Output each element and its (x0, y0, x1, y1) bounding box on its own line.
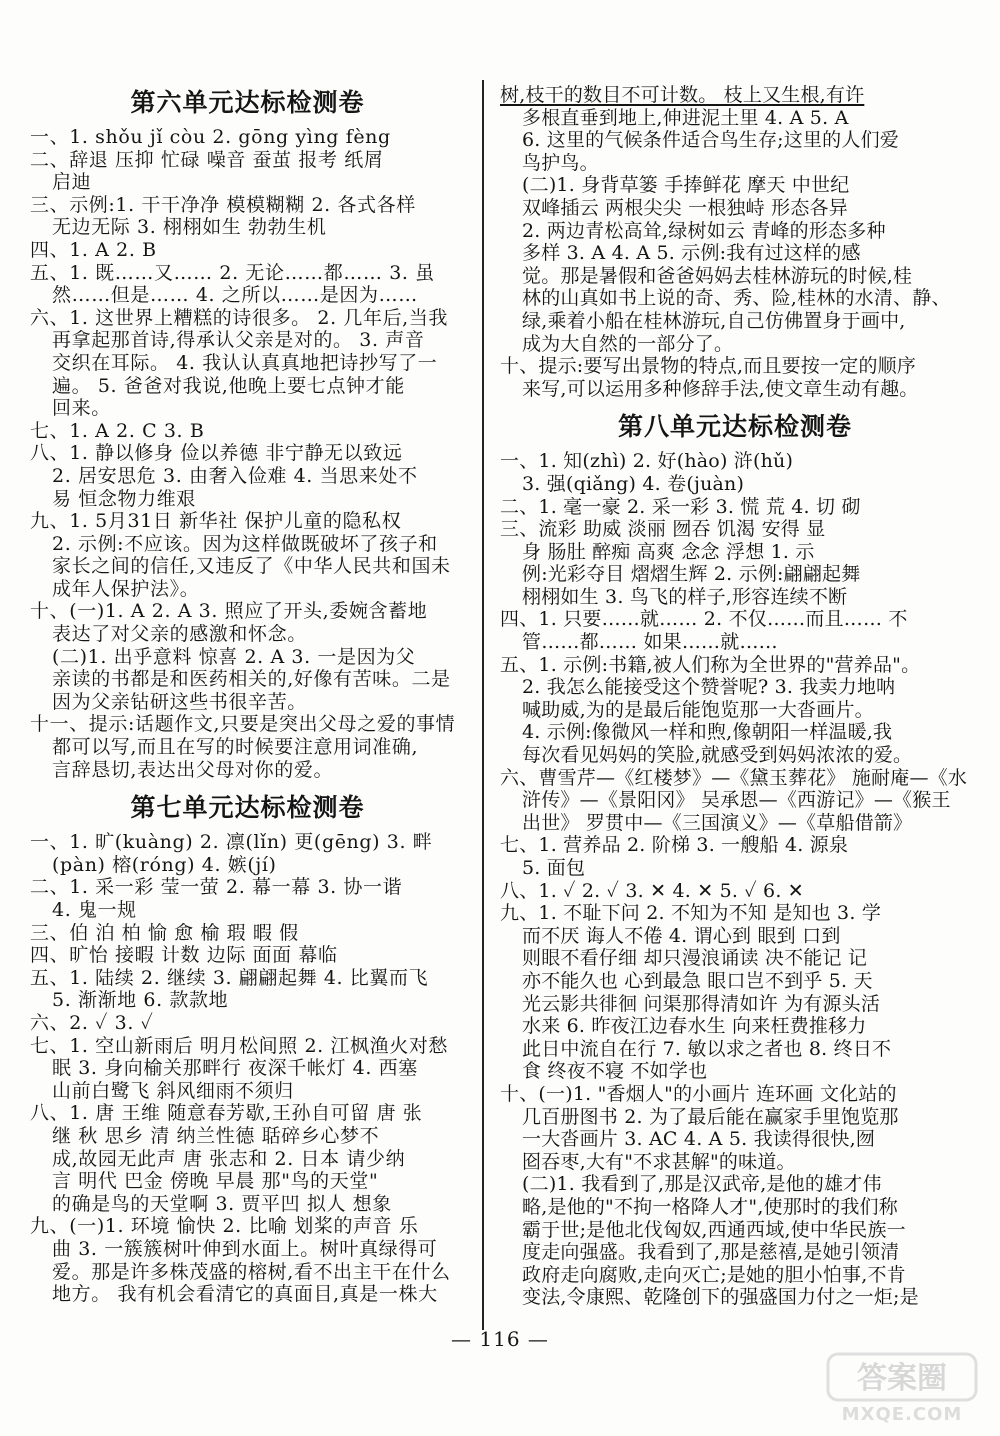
answer-item (500, 355, 970, 400)
answer-line: 绿,乘着小船在桂林游玩,自己仿佛置身于画中, (522, 309, 906, 332)
answer-line: 七、1. A 2. C 3. B (30, 419, 205, 442)
answer-item (500, 767, 970, 835)
answer-line: 政府走向腐败,走向灭亡;是她的胆小怕事,不肯 (522, 1263, 906, 1286)
answer-item (30, 831, 465, 876)
left-column (30, 78, 465, 1306)
answer-item (30, 126, 465, 149)
answer-item (500, 880, 970, 903)
answer-line: 易 恒念物力维艰 (52, 487, 196, 510)
answer-line: 然……但是…… 4. 之所以……是因为…… (52, 284, 418, 307)
answer-line: 二、辞退 压抑 忙碌 噪音 蚕茧 报考 纸屑 (30, 148, 384, 171)
watermark-logo (826, 1352, 978, 1426)
answer-item (30, 442, 465, 510)
answer-line: 而不厌 诲人不倦 4. 谓心到 眼到 口到 (522, 924, 841, 947)
answer-line: 5. 渐渐地 6. 款款地 (52, 989, 229, 1012)
answer-item (30, 967, 465, 1012)
svg-text:MXQE.COM: MXQE.COM (841, 1404, 963, 1425)
answer-line: 再拿起那首诗,得承认父亲是对的。 3. 声音 (52, 329, 425, 352)
answer-line: 亲读的书都是和医药相关的,好像有苦味。二是 (52, 668, 451, 691)
page-number: — 116 — (451, 1327, 549, 1351)
answer-item (30, 600, 465, 713)
answer-line: 浒传》—《景阳冈》 吴承恩—《西游记》—《猴王 (522, 789, 951, 812)
answer-line: 例:光彩夺目 熠熠生辉 2. 示例:翩翩起舞 (522, 563, 861, 586)
answer-line: 启迪 (52, 171, 92, 194)
answer-line: 表达了对父亲的感激和怀念。 (52, 623, 307, 646)
answer-line: 六、1. 这世界上糟糕的诗很多。 2. 几年后,当我 (30, 306, 449, 329)
section-heading: 第六单元达标检测卷 (130, 88, 365, 117)
answer-line: 喊助威,为的是最后能饱览那一大沓画片。 (522, 698, 874, 721)
answer-line: 每次看见妈妈的笑脸,就感受到妈妈浓浓的爱。 (522, 744, 913, 767)
answer-line: 几百册图书 2. 为了最后能在赢家手里饱览那 (522, 1105, 899, 1128)
answer-line: 四、旷怡 接暇 计数 边际 面面 幕临 (30, 944, 338, 967)
answer-item (500, 834, 970, 879)
answer-line: 十、(一)1. "香烟人"的小画片 连环画 文化站的 (500, 1082, 897, 1105)
answer-item (30, 1012, 465, 1035)
answer-line: 三、流彩 助威 淡丽 囫吞 饥渴 安得 显 (500, 518, 826, 541)
answer-line: 都可以写,而且在写的时候要注意用词准确, (52, 736, 419, 759)
answer-line: 六、2. ✓ 3. ✓ (30, 1011, 154, 1034)
answer-line: 言辞恳切,表达出父母对你的爱。 (52, 758, 334, 781)
answer-line: 爱。那是许多株茂盛的榕树,看不出主干在什么 (52, 1260, 451, 1283)
answer-item (30, 1215, 465, 1305)
answer-line: (pàn) 榕(róng) 4. 嫉(jí) (52, 853, 277, 876)
answer-item (30, 420, 465, 443)
answer-item (30, 944, 465, 967)
answer-line: 山前白鹭飞 斜风细雨不须归 (52, 1079, 294, 1102)
answer-item (500, 84, 970, 355)
answer-line: 4. 鬼一规 (52, 899, 137, 921)
answer-line: 双峰插云 两根尖尖 一根独峙 形态各异 (522, 196, 848, 219)
answer-item (30, 1102, 465, 1215)
answer-line: 霸于世;是他北伐匈奴,西通西域,使中华民族一 (522, 1218, 906, 1241)
answer-line: 管……都…… 如果……就…… (522, 631, 778, 654)
answer-item (500, 654, 970, 767)
answer-line: 的确是鸟的天堂啊 3. 贾平凹 拟人 想象 (52, 1192, 392, 1215)
answer-line: 二、1. 采一彩 莹一萤 2. 幕一幕 3. 协一谐 (30, 876, 403, 899)
answer-line: 四、1. A 2. B (30, 238, 157, 261)
answer-line: 继 秋 思乡 清 纳兰性德 聒碎乡心梦不 (52, 1124, 380, 1147)
answer-item (30, 713, 465, 781)
answer-item (500, 608, 970, 653)
answer-line: 九、1. 不耻下问 2. 不知为不知 是知也 3. 学 (500, 902, 882, 925)
answer-line: 曲 3. 一簇簇树叶伸到水面上。树叶真绿得可 (52, 1237, 438, 1260)
answer-line: (二)1. 我看到了,那是汉武帝,是他的雄才伟 (522, 1173, 882, 1196)
answer-line: 6. 这里的气候条件适合鸟生存;这里的人们爱 (522, 129, 899, 152)
answer-line: 成年人保护法》。 (52, 577, 200, 600)
answer-line: 光云影共徘徊 问渠那得清如许 为有源头活 (522, 992, 881, 1015)
answer-line: 4. 示例:像微风一样和煦,像朝阳一样温暖,我 (522, 721, 893, 744)
answer-line: 2. 示例:不应该。因为这样做既破坏了孩子和 (52, 532, 438, 555)
answer-line: 亦不能久也 心到最急 眼口岂不到乎 5. 天 (522, 969, 873, 992)
answer-line: 一、1. shǒu jǐ còu 2. gōng yìng fèng (30, 126, 391, 148)
right-column (500, 84, 970, 1309)
answer-item (30, 1035, 465, 1103)
answer-line: 多根直垂到地上,伸进泥土里 4. A 5. A (522, 106, 849, 129)
answer-item (500, 518, 970, 608)
answer-line: 因为父亲钻研这些书很辛苦。 (52, 690, 307, 713)
answer-line: 食 终夜不寝 不如学也 (522, 1060, 708, 1083)
answer-line: 树,枝干的数目不可计数。 枝上又生根,有许 (500, 84, 865, 106)
answer-line: 成,故园无此声 唐 张志和 2. 日本 请少纳 (52, 1147, 406, 1170)
answer-line: 2. 两边青松高耸,绿树如云 青峰的形态多种 (522, 219, 886, 242)
answer-item (30, 149, 465, 194)
section-heading: 第七单元达标检测卷 (130, 793, 365, 823)
answer-line: 度走向强盛。我看到了,那是慈禧,是她引领清 (522, 1241, 900, 1264)
answer-item (30, 876, 465, 921)
answer-line: 鸟护鸟。 (522, 151, 599, 174)
answer-line: 成为大自然的一部分了。 (522, 332, 734, 355)
answer-line: (二)1. 身背草篓 手捧鲜花 摩天 中世纪 (522, 174, 850, 197)
answer-item (30, 510, 465, 600)
answer-line: 五、1. 陆续 2. 继续 3. 翩翩起舞 4. 比翼而飞 (30, 966, 429, 989)
answer-line: 十一、提示:话题作文,只要是突出父母之爱的事情 (30, 713, 456, 736)
column-divider (482, 80, 484, 1330)
answer-item (30, 262, 465, 307)
answer-line: 二、1. 毫一豪 2. 采一彩 3. 慌 荒 4. 切 砌 (500, 495, 861, 518)
answer-line: 回来。 (52, 397, 111, 420)
answer-line: 言 明代 巴金 傍晚 早晨 那"鸟的天堂" (52, 1170, 379, 1193)
answer-line: 四、1. 只要……就…… 2. 不仅……而且…… 不 (500, 608, 908, 631)
answer-line: 3. 强(qiǎng) 4. 卷(juàn) (522, 472, 745, 495)
answer-item (500, 1083, 970, 1309)
answer-item (30, 239, 465, 262)
answer-line: 变法,令康熙、乾隆创下的强盛国力付之一炬;是 (522, 1286, 919, 1309)
answer-line: 出世》 罗贯中—《三国演义》—《草船借箭》 (522, 811, 913, 834)
answer-line: 则眼不看仔细 却只漫浪诵读 决不能记 记 (522, 947, 868, 970)
answer-line: 八、1. 唐 王维 随意春芳歇,王孙自可留 唐 张 (30, 1102, 423, 1125)
answer-line: 九、(一)1. 环境 愉快 2. 比喻 划桨的声音 乐 (30, 1215, 419, 1238)
answer-line: 多样 3. A 4. A 5. 示例:我有过这样的感 (522, 242, 861, 265)
answer-line: 栩栩如生 3. 鸟飞的样子,形容连续不断 (522, 585, 848, 608)
answer-line: 遍。 5. 爸爸对我说,他晚上要七点钟才能 (52, 374, 405, 397)
answer-line: 觉。那是暑假和爸爸妈妈去桂林游玩的时候,桂 (522, 264, 913, 287)
answer-line: 无边无际 3. 栩栩如生 勃勃生机 (52, 216, 327, 239)
answer-line: 地方。 我有机会看清它的真面目,真是一株大 (52, 1283, 438, 1306)
answer-item (500, 496, 970, 519)
answer-line: 水来 6. 昨夜江边春水生 向来枉费推移力 (522, 1015, 867, 1038)
answer-line: 十、提示:要写出景物的特点,而且要按一定的顺序 (500, 355, 917, 378)
svg-text:答案圈: 答案圈 (857, 1361, 947, 1396)
answer-line: 略,是他的"不拘一格降人才",使那时的我们称 (522, 1195, 898, 1218)
answer-line: 八、1. 静以修身 俭以养德 非宁静无以致远 (30, 442, 403, 465)
answer-line: 八、1. ✓ 2. ✓ 3. ✕ 4. ✕ 5. ✓ 6. ✕ (500, 879, 804, 902)
answer-item (500, 450, 970, 495)
answer-line: 交织在耳际。 4. 我认认真真地把诗抄写了一 (52, 351, 438, 374)
answer-line: 一、1. 旷(kuàng) 2. 凛(lǐn) 更(gēng) 3. 畔 (30, 831, 433, 854)
answer-line: 六、曹雪芹—《红楼梦》—《黛玉葬花》 施耐庵—《水 (500, 766, 968, 789)
answer-line: 十、(一)1. A 2. A 3. 照应了开头,委婉含蓄地 (30, 600, 428, 623)
answer-item (30, 922, 465, 945)
answer-line: 一、1. 知(zhì) 2. 好(hào) 浒(hǔ) (500, 450, 794, 473)
answer-line: 林的山真如书上说的奇、秀、险,桂林的水清、静、 (522, 287, 951, 310)
answer-line: 五、1. 示例:书籍,被人们称为全世界的"营养品"。 (500, 653, 921, 676)
answer-line: 眠 3. 身向榆关那畔行 夜深千帐灯 4. 西塞 (52, 1057, 418, 1080)
answer-line: 2. 居安思危 3. 由奢入俭难 4. 当思来处不 (52, 464, 418, 487)
answer-line: 2. 我怎么能接受这个赞誉呢? 3. 我卖力地呐 (522, 676, 896, 699)
answer-line: 5. 面包 (522, 857, 586, 879)
answer-line: 五、1. 既……又…… 2. 无论……都…… 3. 虽 (30, 261, 435, 284)
section-heading: 第八单元达标检测卷 (617, 412, 852, 442)
answer-line: 身 肠肚 醉痴 高爽 念念 浮想 1. 示 (522, 540, 815, 563)
answer-line: 来写,可以运用多种修辞手法,使文章生动有趣。 (522, 377, 919, 400)
answer-line: 一大沓画片 3. AC 4. A 5. 我读得很快,囫 (522, 1128, 876, 1151)
answer-line: 此日中流自在行 7. 敏以求之者也 8. 终日不 (522, 1037, 892, 1060)
answer-line: 囵吞枣,大有"不求甚解"的味道。 (522, 1150, 796, 1173)
answer-line: 七、1. 营养品 2. 阶梯 3. 一艘船 4. 源泉 (500, 834, 849, 857)
answer-line: 家长之间的信任,又违反了《中华人民共和国未 (52, 555, 451, 578)
answer-item (30, 307, 465, 420)
answer-line: 七、1. 空山新雨后 明月松间照 2. 江枫渔火对愁 (30, 1034, 449, 1057)
answer-line: (二)1. 出乎意料 惊喜 2. A 3. 一是因为父 (52, 645, 416, 668)
answer-item (500, 902, 970, 1083)
answer-line: 九、1. 5月31日 新华社 保护儿童的隐私权 (30, 510, 402, 533)
answer-line: 三、伯 泊 柏 愉 愈 榆 瑕 暇 假 (30, 921, 299, 944)
answer-line: 三、示例:1. 干干净净 模模糊糊 2. 各式各样 (30, 193, 416, 216)
answer-item (30, 194, 465, 239)
